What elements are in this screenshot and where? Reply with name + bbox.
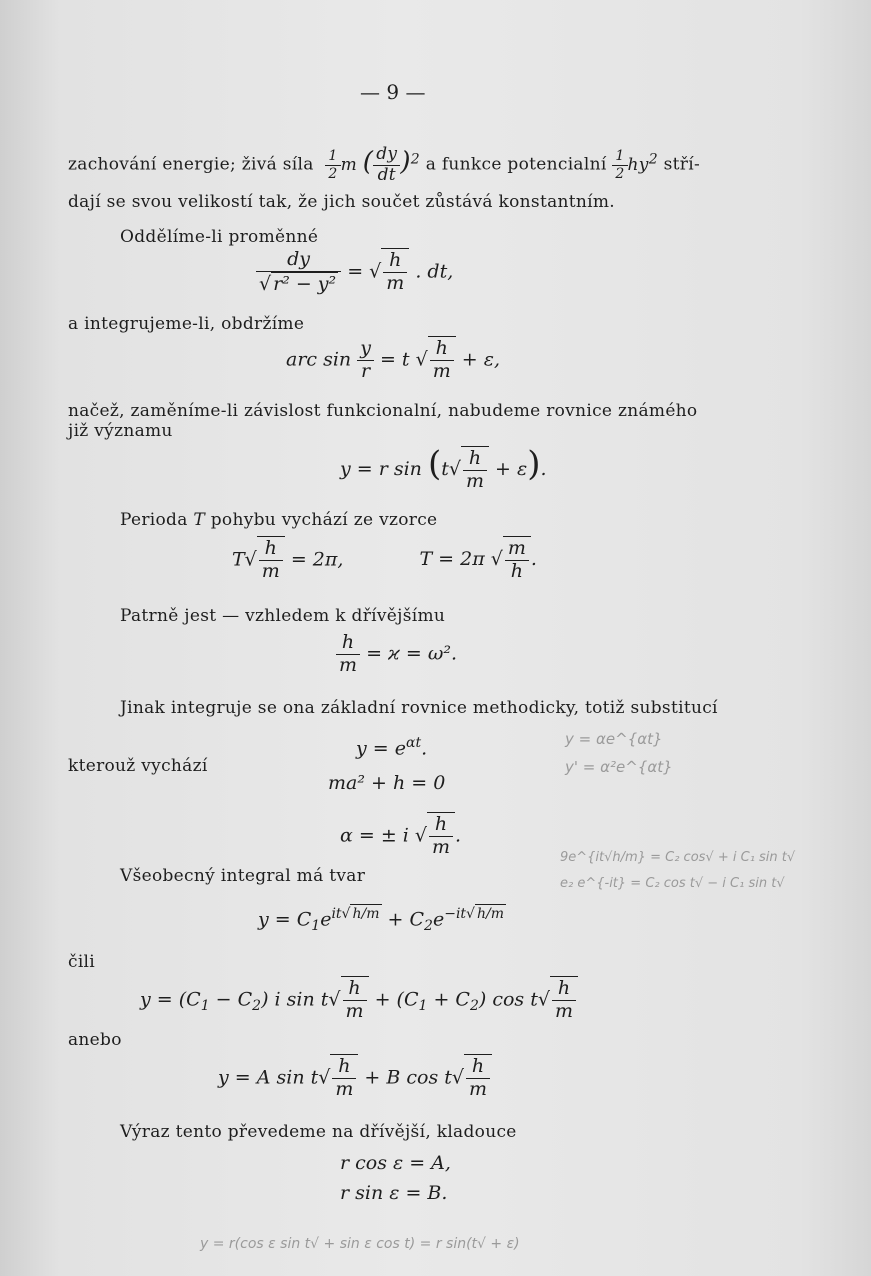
paragraph-line-10: kterouž vychází [68, 756, 208, 776]
math-text: = ϰ = ω². [366, 642, 458, 665]
equation-A-B-form: y = A sin t√ $\frac{h}{m}$ + B cos t√ $\frac{h}{m}$ [218, 1054, 492, 1101]
text-fragment: a funkce potencialní [425, 154, 607, 175]
text-fragment: zachování energie; živá síla [68, 154, 314, 175]
paragraph-line-2: dají se svou velikostí tak, že jich součet zůstává konstantním. [68, 192, 616, 212]
math-inline: T [193, 510, 206, 530]
math-inline: $\frac{1}{2}$ $hy^2$ [612, 155, 658, 175]
paragraph-line-11: Všeobecný integral má tvar [120, 866, 366, 886]
equation-substitution: $y = e^{\alpha t}$. [356, 735, 428, 760]
equation-trig-form: $y = (C_1 - C_2)$ i sin t√ $\frac{h}{m}$ + $(C_1 + C_2)$ cos t√ $\frac{h}{m}$ [140, 976, 578, 1023]
paragraph-line-8: Patrně jest — vzhledem k dřívějšímu [120, 606, 446, 626]
equation-separation: $\frac{dy}{\text{√ r² − y²}}$ = √ $\frac{h}{m}$ . dt, [256, 248, 453, 296]
pencil-note: 9e^{it√h/m} = C₂ cos√ + i C₁ sin t√ [560, 850, 796, 865]
paragraph-line-13: anebo [68, 1030, 122, 1050]
paragraph-line-12: čili [68, 952, 96, 972]
pencil-note: e₂ e^{-it} = C₂ cos t√ − i C₁ sin t√ [560, 876, 785, 891]
paragraph-line-7 [120, 510, 437, 530]
math-inline: $\frac{1}{2}$ m ( $\frac{dy}{dt}$ )$^2$ [325, 155, 425, 175]
paragraph-line-5: načež, zaměníme-li závislost funkcionalní, nabudeme rovnice známého [68, 401, 698, 421]
equation-general-integral: $y = C_1e^{it√ h/m} + C_2e^{-it√ h/m}$ [258, 906, 504, 935]
pencil-note: y = αe^{αt} [565, 730, 663, 748]
equation-period: T√ $\frac{h}{m}$ = 2π, T = 2π √ $\frac{m}{h}$ . [232, 537, 537, 582]
paragraph-line-9: Jinak integruje se ona základní rovnice methodicky, totiž substitucí [120, 698, 718, 718]
paragraph-line-14: Výraz tento převedeme na dřívější, kladouce [120, 1122, 517, 1142]
paragraph-line-4: a integrujeme-li, obdržíme [68, 314, 305, 334]
equation-rcos: r cos ε = A, [340, 1152, 451, 1174]
page-number: — 9 — [360, 80, 426, 104]
equation-h-over-m: $\frac{h}{m}$ = ϰ = ω². [336, 632, 457, 677]
text-fragment: stří- [663, 154, 700, 175]
equation-characteristic: ma² + h = 0 [328, 772, 446, 794]
equation-arcsin: arc sin $\frac{y}{r}$ = t √ $\frac{h}{m}$ + ε, [286, 337, 500, 382]
equation-alpha: α = ± i √ $\frac{h}{m}$ . [340, 813, 462, 858]
pencil-note: y = r(cos ε sin t√ + sin ε cos t) = r sin(t√ + ε) [200, 1236, 520, 1252]
text-fragment: Perioda [120, 510, 188, 530]
paragraph-line-1 [68, 145, 700, 185]
equation-rsin: r sin ε = B. [340, 1182, 448, 1204]
paragraph-line-3: Oddělíme-li proměnné [120, 227, 319, 247]
math-text: y = e [356, 737, 406, 760]
pencil-note: y' = α²e^{αt} [565, 758, 673, 776]
text-fragment: pohybu vychází ze vzorce [210, 510, 438, 530]
equation-y-sin: y = r sin (t√ $\frac{h}{m}$ + ε). [340, 444, 547, 492]
paragraph-line-6: již významu [68, 421, 173, 441]
